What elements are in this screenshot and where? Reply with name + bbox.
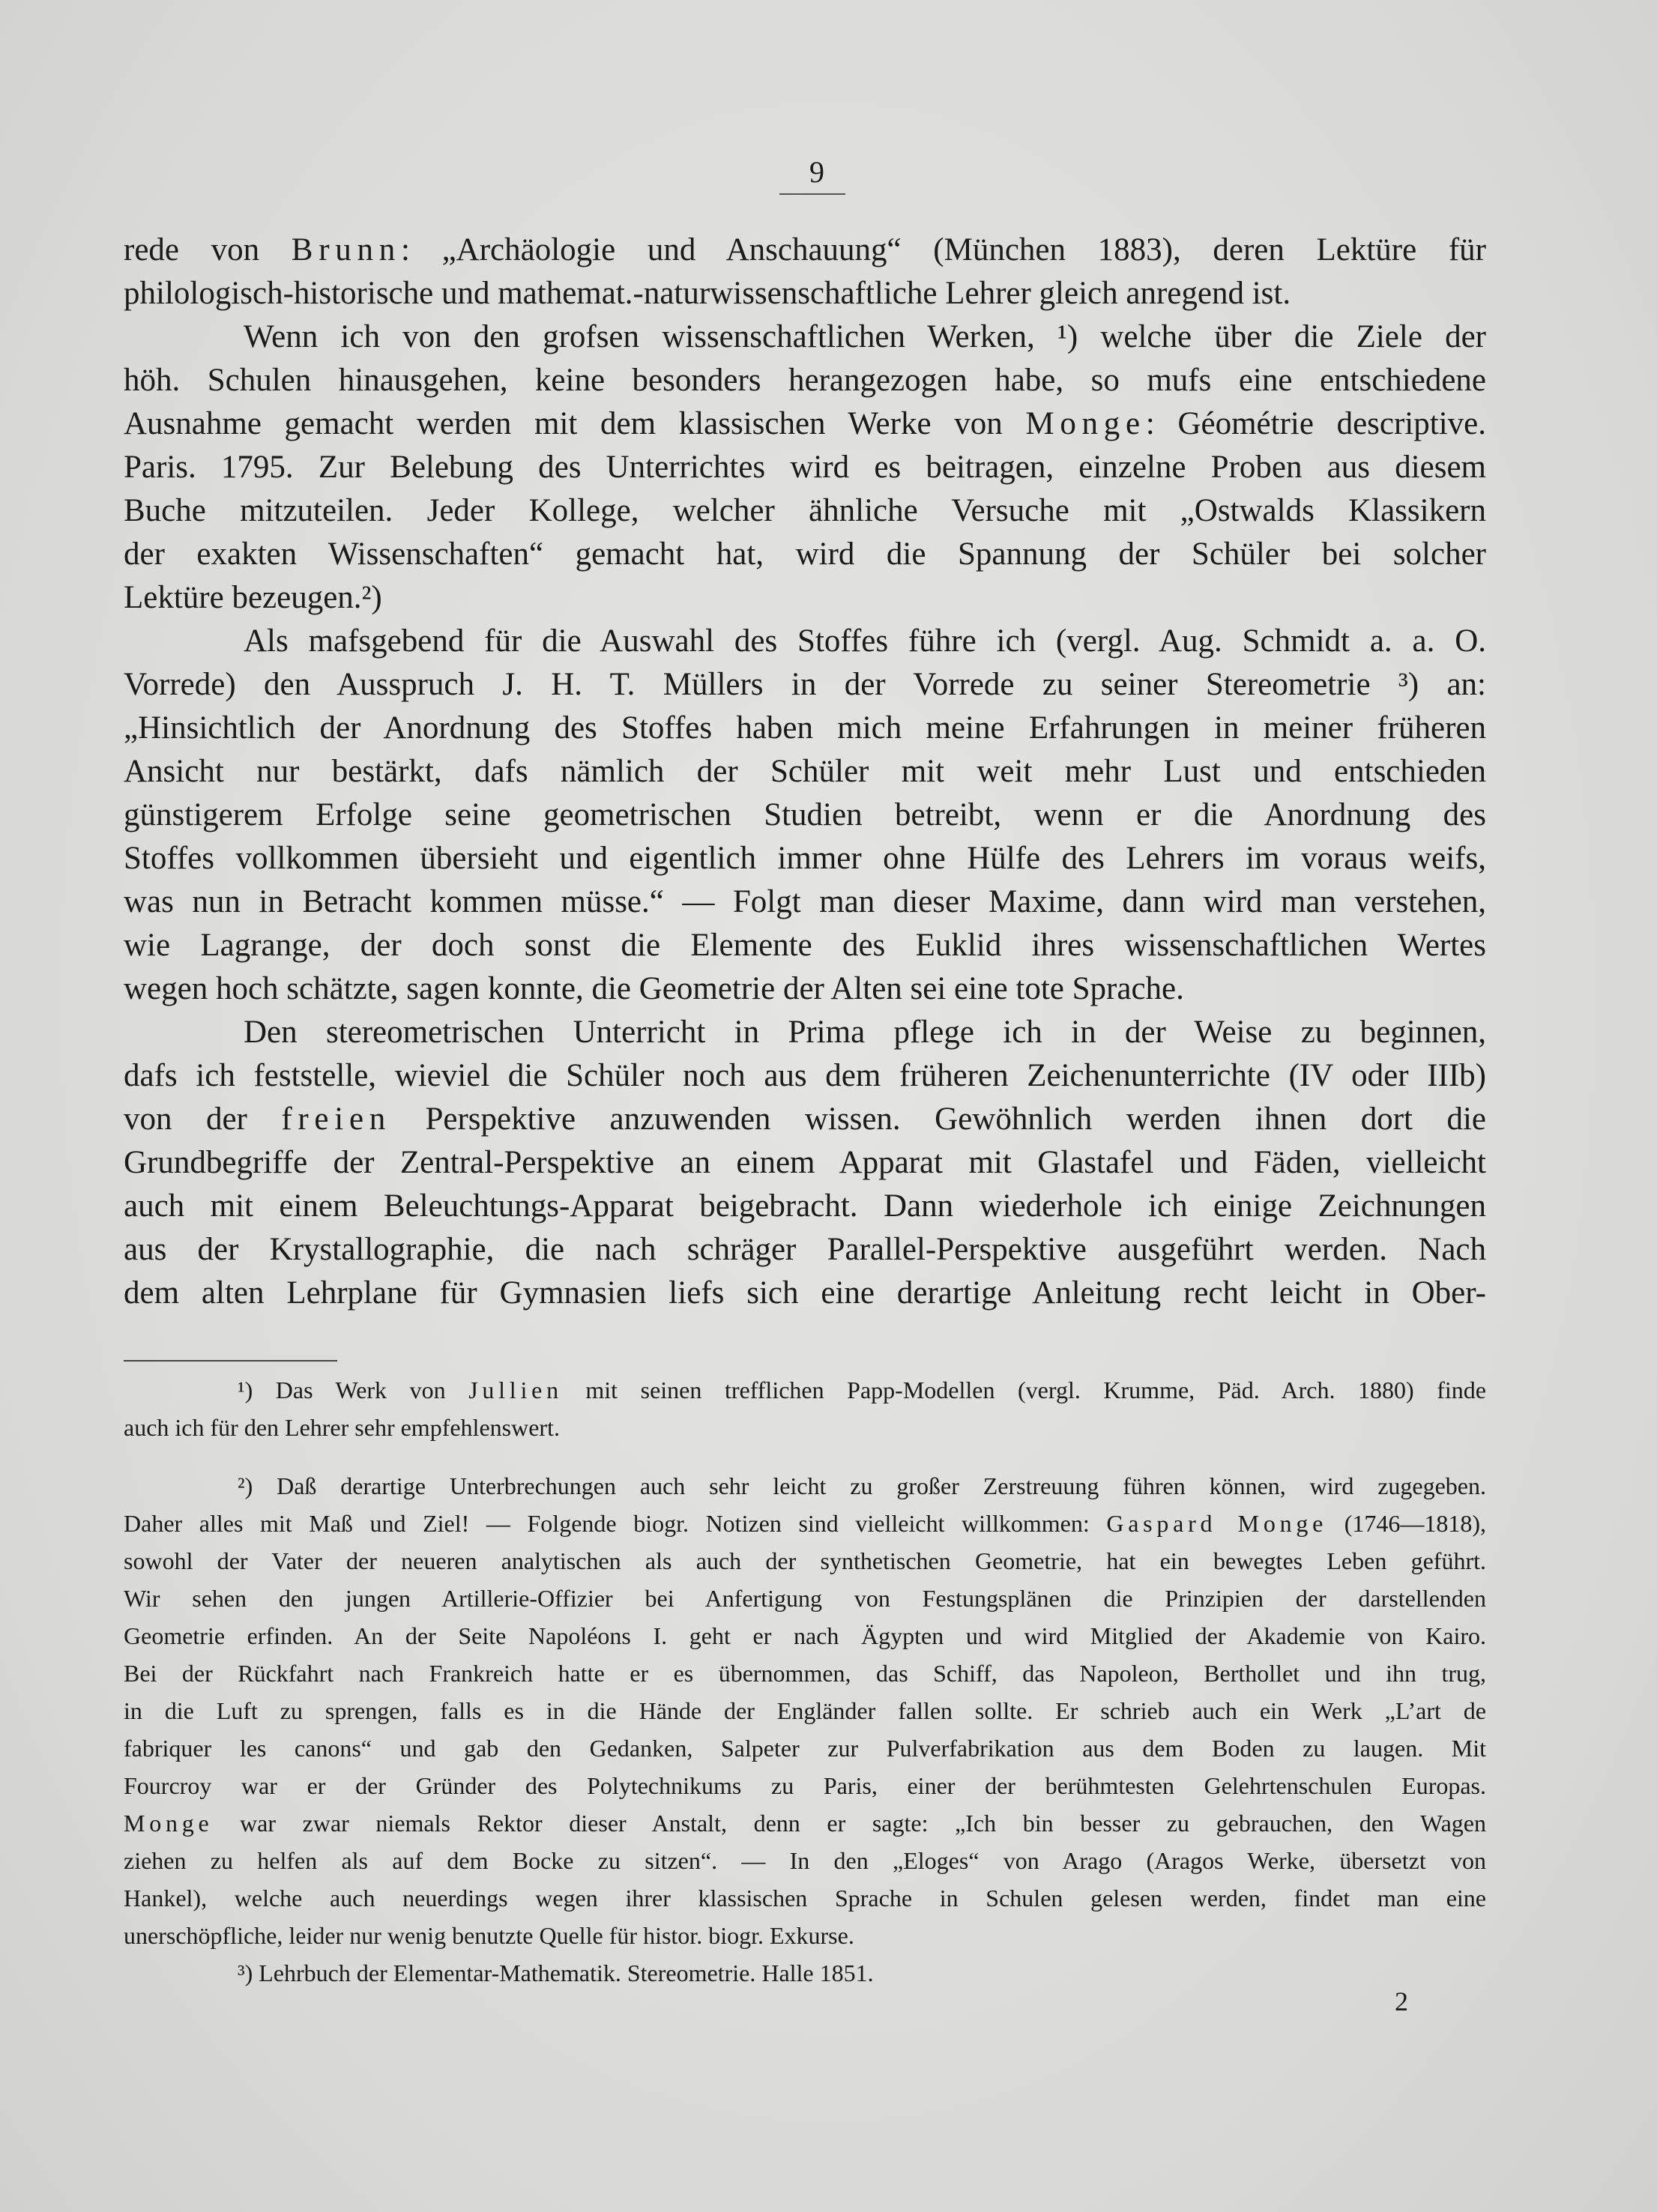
footnote-line: Daher alles mit Maß und Ziel! — Folgende biogr. Notizen sind vielleicht willkommen: Gaspard Monge (1746—1818),: [124, 1510, 1487, 1537]
footnotes: [124, 1371, 1486, 1992]
text-line: Wenn ich von den grofsen wissenschaftlichen Werken, ¹) welche über die Ziele der: [244, 319, 1486, 354]
text-line: Vorrede) den Ausspruch J. H. T. Müllers in der Vorrede zu seiner Stereometrie ³) an:: [124, 667, 1486, 702]
footnote-line: Fourcroy war er der Gründer des Polytechnikums zu Paris, einer der berühmtesten Gelehrtenschulen Europas.: [124, 1772, 1486, 1799]
text-line: Stoffes vollkommen übersieht und eigentlich immer ohne Hülfe des Lehrers im voraus weifs,: [124, 841, 1486, 876]
text-line: dafs ich feststelle, wieviel die Schüler noch aus dem früheren Zeichenunterrichte (IV oder IIIb): [124, 1058, 1486, 1093]
footnote-line: ²) Daß derartige Unterbrechungen auch sehr leicht zu großer Zerstreuung führen können, wird zugegeben.: [238, 1472, 1486, 1499]
text-line: Ansicht nur bestärkt, dafs nämlich der Schüler mit weit mehr Lust und entschieden: [124, 754, 1486, 789]
text-line: philologisch-historische und mathemat.-naturwissenschaftliche Lehrer gleich anregend ist.: [124, 276, 1291, 311]
text-line: Den stereometrischen Unterricht in Prima pflege ich in der Weise zu beginnen,: [244, 1015, 1486, 1050]
text-line: auch mit einem Beleuchtungs-Apparat beigebracht. Dann wiederhole ich einige Zeichnungen: [124, 1188, 1486, 1224]
footnote-line: Wir sehen den jungen Artillerie-Offizier bei Anfertigung von Festungsplänen die Prinzipien der darstellenden: [124, 1585, 1486, 1612]
text-line: höh. Schulen hinausgehen, keine besonders herangezogen habe, so mufs eine entschiedene: [124, 363, 1486, 398]
footnote-rule: [124, 1360, 337, 1362]
text-line: Ausnahme gemacht werden mit dem klassischen Werke von Monge: Géométrie descriptive.: [124, 406, 1486, 441]
text-line: Grundbegriffe der Zentral-Perspektive an einem Apparat mit Glastafel und Fäden, vielleicht: [124, 1145, 1486, 1180]
text-line: was nun in Betracht kommen müsse.“ — Folgt man dieser Maxime, dann wird man verstehen,: [124, 884, 1486, 919]
page-number: 9: [809, 155, 824, 189]
text-line: wegen hoch schätzte, sagen konnte, die Geometrie der Alten sei eine tote Sprache.: [124, 971, 1184, 1006]
text-line: von der freien Perspektive anzuwenden wissen. Gewöhnlich werden ihnen dort die: [124, 1102, 1486, 1137]
text-line: der exakten Wissenschaften“ gemacht hat, wird die Spannung der Schüler bei solcher: [124, 537, 1486, 572]
text-line: Paris. 1795. Zur Belebung des Unterrichtes wird es beitragen, einzelne Proben aus diesem: [124, 450, 1486, 485]
footnote-line: ¹) Das Werk von Jullien mit seinen trefflichen Papp-Modellen (vergl. Krumme, Päd. Arch. 1880) finde: [238, 1377, 1487, 1403]
text-line: Buche mitzuteilen. Jeder Kollege, welcher ähnliche Versuche mit „Ostwalds Klassikern: [124, 493, 1486, 528]
text-line: dem alten Lehrplane für Gymnasien liefs sich eine derartige Anleitung recht leicht in Ober-: [124, 1275, 1486, 1311]
footnote-line: in die Luft zu sprengen, falls es in die Hände der Engländer fallen sollte. Er schrieb auch ein Werk „L’art de: [124, 1697, 1486, 1724]
footnote-line: auch ich für den Lehrer sehr empfehlenswert.: [124, 1414, 560, 1441]
signature-mark: 2: [1395, 1986, 1408, 2016]
footnote-line: Hankel), welche auch neuerdings wegen ihrer klassischen Sprache in Schulen gelesen werden, findet man eine: [124, 1885, 1486, 1912]
footnote-line: ziehen zu helfen als auf dem Bocke zu sitzen“. — In den „Eloges“ von Arago (Aragos Werke, übersetzt von: [124, 1847, 1486, 1874]
footnote-line: Bei der Rückfahrt nach Frankreich hatte er es übernommen, das Schiff, das Napoleon, Berthollet und ihn trug,: [124, 1660, 1486, 1687]
footnote-line: Monge war zwar niemals Rektor dieser Anstalt, denn er sagte: „Ich bin besser zu gebrauchen, den Wagen: [124, 1810, 1486, 1837]
text-line: Lektüre bezeugen.²): [124, 580, 382, 615]
footnote-line: sowohl der Vater der neueren analytischen als auch der synthetischen Geometrie, hat ein bewegtes Leben geführt.: [124, 1547, 1486, 1574]
text-line: „Hinsichtlich der Anordnung des Stoffes haben mich meine Erfahrungen in meiner früheren: [124, 710, 1486, 746]
footnote-line: ³) Lehrbuch der Elementar-Mathematik. Stereometrie. Halle 1851.: [238, 1959, 874, 1986]
page-number-rule: [779, 193, 845, 195]
footnote-line: unerschöpfliche, leider nur wenig benutzte Quelle für histor. biogr. Exkurse.: [124, 1922, 854, 1949]
text-line: rede von Brunn: „Archäologie und Anschauung“ (München 1883), deren Lektüre für: [124, 232, 1486, 268]
text-line: günstigerem Erfolge seine geometrischen Studien betreibt, wenn er die Anordnung des: [124, 797, 1486, 832]
text-line: aus der Krystallographie, die nach schräger Parallel-Perspektive ausgeführt werden. Nach: [124, 1232, 1486, 1267]
footnote-line: Geometrie erfinden. An der Seite Napoléons I. geht er nach Ägypten und wird Mitglied der Akademie von Kairo.: [124, 1622, 1486, 1649]
text-line: Als mafsgebend für die Auswahl des Stoffes führe ich (vergl. Aug. Schmidt a. a. O.: [244, 623, 1486, 659]
text-line: wie Lagrange, der doch sonst die Elemente des Euklid ihres wissenschaftlichen Wertes: [124, 928, 1486, 963]
main-text: [124, 229, 1486, 1315]
footnote-line: fabriquer les canons“ und gab den Gedanken, Salpeter zur Pulverfabrikation aus dem Boden zu laugen. Mit: [124, 1735, 1486, 1762]
